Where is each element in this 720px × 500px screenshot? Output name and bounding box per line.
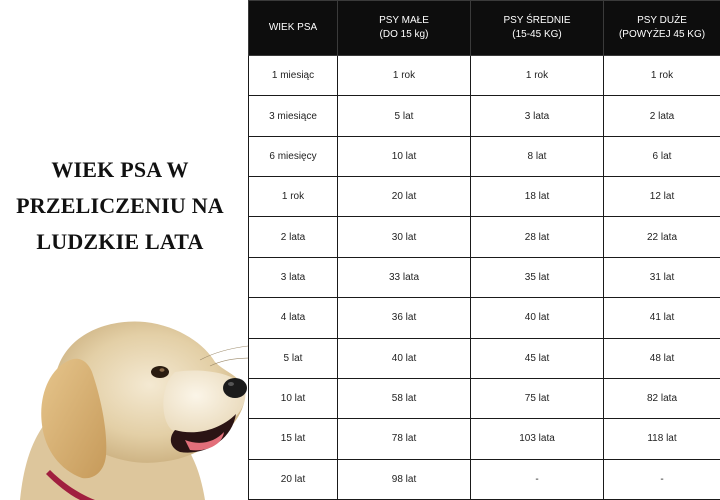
table-row <box>249 257 720 297</box>
title-line-2: PRZELICZENIU NA <box>16 193 224 218</box>
table-row <box>249 56 720 96</box>
header-medium-dogs <box>471 1 604 56</box>
cell-large-dogs: 48 lat <box>604 338 720 378</box>
cell-large-dogs: 31 lat <box>604 257 720 297</box>
cell-medium-dogs: 45 lat <box>471 338 604 378</box>
cell-small-dogs: 30 lat <box>338 217 471 257</box>
cell-small-dogs: 58 lat <box>338 378 471 418</box>
cell-dog-age: 4 lata <box>249 298 338 338</box>
cell-small-dogs: 78 lat <box>338 419 471 459</box>
cell-small-dogs: 20 lat <box>338 177 471 217</box>
cell-medium-dogs: 75 lat <box>471 378 604 418</box>
cell-medium-dogs: 40 lat <box>471 298 604 338</box>
cell-dog-age: 20 lat <box>249 459 338 499</box>
cell-dog-age: 6 miesięcy <box>249 136 338 176</box>
title-line-1: WIEK PSA W <box>51 157 189 182</box>
cell-dog-age: 10 lat <box>249 378 338 418</box>
cell-small-dogs: 5 lat <box>338 96 471 136</box>
cell-dog-age: 2 lata <box>249 217 338 257</box>
cell-large-dogs: 1 rok <box>604 56 720 96</box>
cell-dog-age: 3 lata <box>249 257 338 297</box>
dog-photo <box>0 300 248 500</box>
cell-small-dogs: 1 rok <box>338 56 471 96</box>
table-row <box>249 459 720 499</box>
table-row <box>249 419 720 459</box>
header-large-dogs-line-2: (POWYŻEJ 45 KG) <box>618 29 706 40</box>
title-line-3: LUDZKIE LATA <box>36 229 204 254</box>
header-large-dogs-line-1: PSY DUŻE <box>637 15 687 26</box>
cell-dog-age: 5 lat <box>249 338 338 378</box>
page-title <box>0 152 240 260</box>
cell-small-dogs: 98 lat <box>338 459 471 499</box>
header-small-dogs-line-1: PSY MAŁE <box>379 15 429 26</box>
cell-large-dogs: - <box>604 459 720 499</box>
cell-large-dogs: 82 lata <box>604 378 720 418</box>
cell-dog-age: 1 miesiąc <box>249 56 338 96</box>
table-row <box>249 378 720 418</box>
cell-dog-age: 15 lat <box>249 419 338 459</box>
cell-large-dogs: 6 lat <box>604 136 720 176</box>
cell-large-dogs: 2 lata <box>604 96 720 136</box>
header-small-dogs-line-2: (DO 15 kg) <box>379 29 429 40</box>
left-panel <box>0 0 248 500</box>
cell-large-dogs: 22 lata <box>604 217 720 257</box>
table-row <box>249 217 720 257</box>
cell-small-dogs: 40 lat <box>338 338 471 378</box>
table-row <box>249 136 720 176</box>
cell-medium-dogs: 18 lat <box>471 177 604 217</box>
cell-dog-age: 3 miesiące <box>249 96 338 136</box>
cell-medium-dogs: 8 lat <box>471 136 604 176</box>
header-dog-age-line-1: WIEK PSA <box>268 22 318 33</box>
cell-large-dogs: 41 lat <box>604 298 720 338</box>
cell-medium-dogs: 103 lata <box>471 419 604 459</box>
cell-medium-dogs: - <box>471 459 604 499</box>
table-header-row <box>249 1 720 56</box>
table-row <box>249 96 720 136</box>
table-row <box>249 177 720 217</box>
cell-medium-dogs: 28 lat <box>471 217 604 257</box>
header-small-dogs <box>338 1 471 56</box>
cell-medium-dogs: 3 lata <box>471 96 604 136</box>
cell-large-dogs: 12 lat <box>604 177 720 217</box>
dog-age-table <box>248 0 720 500</box>
cell-medium-dogs: 35 lat <box>471 257 604 297</box>
header-medium-dogs-line-2: (15-45 KG) <box>512 29 562 40</box>
cell-dog-age: 1 rok <box>249 177 338 217</box>
cell-medium-dogs: 1 rok <box>471 56 604 96</box>
cell-small-dogs: 33 lata <box>338 257 471 297</box>
cell-small-dogs: 10 lat <box>338 136 471 176</box>
table-row <box>249 338 720 378</box>
cell-small-dogs: 36 lat <box>338 298 471 338</box>
table-row <box>249 298 720 338</box>
cell-large-dogs: 118 lat <box>604 419 720 459</box>
header-large-dogs <box>604 1 720 56</box>
header-dog-age <box>249 1 338 56</box>
header-medium-dogs-line-1: PSY ŚREDNIE <box>503 15 571 26</box>
